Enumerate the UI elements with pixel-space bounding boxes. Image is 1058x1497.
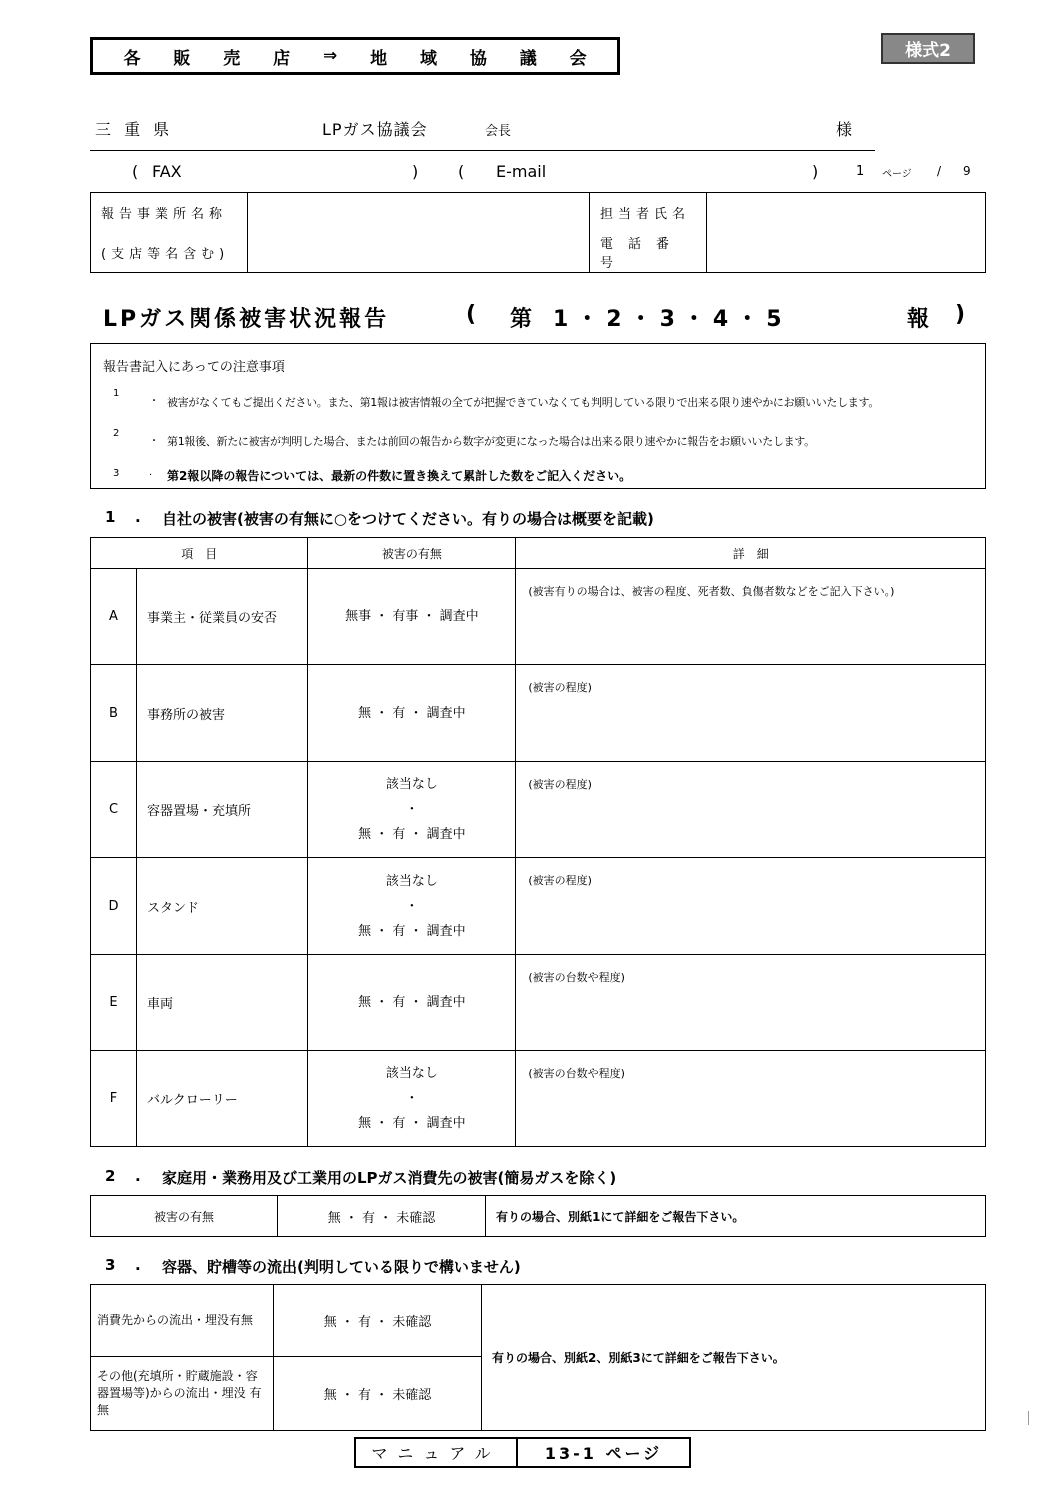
title-ho: 報 [907,307,933,332]
status-line: 無 ・ 有 ・ 調査中 [358,827,466,842]
row-item-name: 車両 [137,955,308,1051]
chair-label: 会長 [485,124,512,139]
detail-hint: (被害の台数や程度) [528,1067,625,1080]
row-id: F [91,1051,137,1147]
detail-hint: (被害の台数や程度) [528,971,625,984]
section1-number: 1 [105,508,116,526]
detail-hint: (被害の程度) [528,874,592,887]
route-char: 議 [519,48,537,69]
email-close-paren: ) [812,162,819,181]
section1-title: 自社の被害(被害の有無に○をつけてください。有りの場合は概要を記載) [162,510,654,528]
manual-label: マニュアル [356,1439,518,1466]
detail-hint: (被害の程度) [528,778,592,791]
outflow-status-choice[interactable]: 無 ・ 有 ・ 未確認 [274,1357,482,1431]
section2-dot: . [135,1167,141,1185]
title-dai: 第 [510,307,536,332]
fax-close-paren: ) [412,162,419,181]
branch-name-label: (支店等名含む) [91,233,248,273]
fax-open-paren: ( [132,162,139,181]
col-header-detail: 詳 細 [516,538,986,569]
row-item-name: 事務所の被害 [137,665,308,762]
note-number: 3 [113,468,120,479]
person-name-label: 担当者氏名 [590,193,707,233]
email-open-paren: ( [458,162,465,181]
report-title-main: LPガス関係被害状況報告 [103,307,390,332]
detail-hint: (被害有りの場合は、被害の程度、死者数、負傷者数などをご記入下さい。) [528,585,895,598]
note-bullet: ・ [149,436,159,447]
office-name-field[interactable] [248,193,590,273]
fax-label: FAX [152,162,182,181]
council-name: LPガス協議会 [322,120,428,139]
note-text-bold: 第2報以降の報告については、最新の件数に置き換えて累計した数をご記入ください。 [167,469,632,483]
damage-status-choice[interactable]: 無 ・ 有 ・ 未確認 [278,1196,486,1237]
detail-field[interactable] [516,569,986,665]
outflow-table [90,1284,986,1431]
damage-status-choice[interactable] [308,858,516,955]
table-row [91,1051,986,1147]
consumer-damage-table [90,1195,986,1237]
table-row [91,858,986,955]
note-bullet: ・ [149,396,159,407]
route-char: 地 [370,48,388,69]
route-char: 域 [419,48,437,69]
section2-note: 有りの場合、別紙1にて詳細をご報告下さい。 [486,1196,986,1237]
note-number: 2 [113,428,120,439]
route-char: 各 [123,48,141,69]
row-id: A [91,569,137,665]
damage-status-choice[interactable] [308,569,516,665]
table-row [91,762,986,858]
manual-page-footer [354,1437,691,1468]
detail-field[interactable] [516,1051,986,1147]
prefecture: 三 重 県 [95,120,174,139]
route-char: 協 [469,48,487,69]
margin-mark [1028,1411,1029,1425]
detail-hint: (被害の程度) [528,681,592,694]
status-line: 無 ・ 有 ・ 調査中 [358,995,466,1010]
detail-field[interactable] [516,665,986,762]
report-title [103,302,389,333]
damage-label: 被害の有無 [91,1196,278,1237]
status-line: ・ [405,802,419,817]
office-name-label: 報告事業所名称 [91,193,248,233]
col-header-item: 項 目 [91,538,308,569]
outflow-row-label: その他(充填所・貯蔵施設・容器置場等)からの流出・埋没 有無 [91,1357,274,1431]
status-line: 該当なし [385,777,438,792]
row-item-name: バルクローリー [137,1051,308,1147]
section1-dot: . [135,508,141,526]
row-item-name: 事業主・従業員の安否 [137,569,308,665]
route-banner [90,37,620,75]
page-number: 1 [856,164,865,179]
page-slash: / [937,164,942,178]
row-id: D [91,858,137,955]
status-line: 無 ・ 有 ・ 調査中 [358,705,466,721]
outflow-status-choice[interactable]: 無 ・ 有 ・ 未確認 [274,1285,482,1357]
section3-dot: . [135,1256,141,1274]
honorific: 様 [836,120,853,139]
route-char: 店 [273,48,291,69]
detail-field[interactable] [516,955,986,1051]
section2-title: 家庭用・業務用及び工業用のLPガス消費先の被害(簡易ガスを除く) [162,1169,617,1187]
row-item-name: スタンド [137,858,308,955]
notes-box [90,343,986,489]
phone-field[interactable] [707,233,986,273]
status-line: 無 ・ 有 ・ 調査中 [358,1116,466,1131]
row-id: E [91,955,137,1051]
damage-status-choice[interactable] [308,1051,516,1147]
page-word: ページ [882,169,912,180]
outflow-row-label: 消費先からの流出・埋没有無 [91,1285,274,1357]
addressee-underline [90,150,875,151]
table-row [91,665,986,762]
row-id: B [91,665,137,762]
status-line: ・ [405,898,419,914]
note-number: 1 [113,388,120,399]
notes-heading: 報告書記入にあっての注意事項 [103,360,285,375]
section2-number: 2 [105,1167,116,1185]
route-char: 会 [569,48,587,69]
person-name-field[interactable] [707,193,986,233]
phone-label: 電話番号 [590,233,707,273]
status-line: 無 ・ 有 ・ 調査中 [358,923,466,939]
route-char: 売 [223,48,241,69]
email-label: E-mail [496,162,547,181]
route-char: 販 [173,48,191,69]
report-number-choices[interactable]: 1・2・3・4・5 [553,307,790,332]
note-bullet: . [149,467,153,478]
status-line: 該当なし [385,1066,438,1081]
detail-field[interactable] [516,762,986,858]
form-number-tag: 様式2 [881,33,975,64]
status-line: ・ [405,1091,419,1106]
note-text: 被害がなくてもご提出ください。また、第1報は被害情報の全てが把握できていなくても判明している限りで出来る限り速やかにお願いいたします。 [167,396,880,409]
table-row [91,955,986,1051]
manual-page: 13-1 ページ [544,1444,663,1463]
own-damage-table [90,537,986,1147]
title-open-paren: ( [466,302,480,327]
status-line: 無事 ・ 有事 ・ 調査中 [345,609,479,624]
reporter-table [90,192,986,273]
row-item-name: 容器置場・充填所 [137,762,308,858]
page-total: 9 [963,164,971,178]
section3-note: 有りの場合、別紙2、別紙3にて詳細をご報告下さい。 [482,1285,986,1431]
route-arrow: ⇒ [322,46,338,66]
row-id: C [91,762,137,858]
section3-number: 3 [105,1256,116,1274]
table-row [91,569,986,665]
detail-field[interactable] [516,858,986,955]
col-header-damage: 被害の有無 [308,538,516,569]
status-line: 該当なし [385,873,438,889]
damage-status-choice[interactable] [308,762,516,858]
note-text: 第1報後、新たに被害が判明した場合、または前回の報告から数字が変更になった場合は出来る限り速やかに報告をお願いいたします。 [167,435,815,448]
damage-status-choice[interactable] [308,665,516,762]
title-close-paren: ) [955,302,969,327]
section3-title: 容器、貯槽等の流出(判明している限りで構いません) [162,1258,521,1276]
damage-status-choice[interactable] [308,955,516,1051]
